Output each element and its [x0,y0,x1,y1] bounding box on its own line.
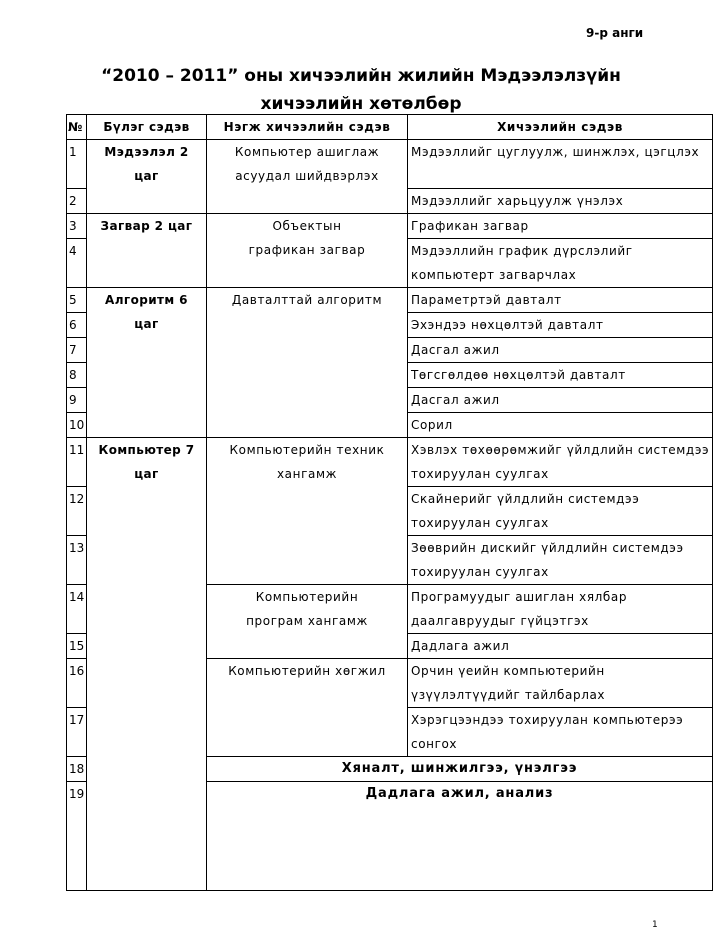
lesson-cell: Орчин үеийн компьютерийн үзүүлэлтүүдийг тайлбарлах [408,659,713,708]
lesson-cell: Хэвлэх төхөөрөмжийг үйлдлийн системдээ тохируулан суулгах [408,438,713,487]
row-number: 9 [67,388,87,413]
header-lesson: Хичээлийн сэдэв [408,115,713,140]
row-number: 1 [67,140,87,189]
row-number: 6 [67,313,87,338]
row-number: 16 [67,659,87,708]
row-number: 17 [67,708,87,757]
row-number: 15 [67,634,87,659]
section-cell: Загвар 2 цаг [87,214,207,288]
row-number: 13 [67,536,87,585]
summary-cell: Дадлага ажил, анализ [207,782,713,891]
lesson-cell: Зөөврийн дискийг үйлдлийн системдээ тохируулан суулгах [408,536,713,585]
table-row [67,438,713,487]
lesson-cell: Төгсгөлдөө нөхцөлтэй давталт [408,363,713,388]
row-number: 3 [67,214,87,239]
lesson-cell: Графикан загвар [408,214,713,239]
lesson-cell: Эхэндээ нөхцөлтэй давталт [408,313,713,338]
header-no: № [67,115,87,140]
row-number: 7 [67,338,87,363]
title-line-1: “2010 – 2011” оны хичээлийн жилийн Мэдээлэлзүйн [101,66,621,86]
topic-cell: Компьютерийн техник хангамж [207,438,408,585]
row-number: 4 [67,239,87,288]
lesson-cell: Дасгал ажил [408,338,713,363]
header-topic: Нэгж хичээлийн сэдэв [207,115,408,140]
row-number: 5 [67,288,87,313]
section-cell: Алгоритм 6 цаг [87,288,207,438]
table-row [67,288,713,313]
row-number: 11 [67,438,87,487]
grade-label: 9-р анги [586,26,644,40]
row-number: 18 [67,757,87,782]
topic-cell: Объектын графикан загвар [207,214,408,288]
table-row [67,140,713,189]
section-cell: Мэдээлэл 2 цаг [87,140,207,214]
topic-cell: Компьютерийн програм хангамж [207,585,408,659]
lesson-cell: Сорил [408,413,713,438]
lesson-cell: Мэдээллийг харьцуулж үнэлэх [408,189,713,214]
topic-cell: Компьютер ашиглаж асуудал шийдвэрлэх [207,140,408,214]
row-number: 14 [67,585,87,634]
topic-cell: Компьютерийн хөгжил [207,659,408,757]
lesson-cell: Мэдээллийн график дүрслэлийг компьютерт загварчлах [408,239,713,288]
lesson-cell: Скайнерийг үйлдлийн системдээ тохируулан суулгах [408,487,713,536]
row-number: 8 [67,363,87,388]
page-number: 1 [652,920,658,930]
title-line-2: хичээлийн хөтөлбөр [260,94,462,114]
row-number: 2 [67,189,87,214]
curriculum-table [66,114,713,891]
row-number: 12 [67,487,87,536]
summary-cell: Хяналт, шинжилгээ, үнэлгээ [207,757,713,782]
row-number: 19 [67,782,87,891]
lesson-cell: Програмуудыг ашиглан хялбар даалгавруудыг гүйцэтгэх [408,585,713,634]
row-number: 10 [67,413,87,438]
table-row [67,214,713,239]
section-cell: Компьютер 7 цаг [87,438,207,891]
lesson-cell: Дасгал ажил [408,388,713,413]
document-title [0,62,728,118]
lesson-cell: Хэрэгцээндээ тохируулан компьютерээ сонгох [408,708,713,757]
lesson-cell: Дадлага ажил [408,634,713,659]
table-header-row [67,115,713,140]
topic-cell: Давталттай алгоритм [207,288,408,438]
lesson-cell: Параметртэй давталт [408,288,713,313]
lesson-cell: Мэдээллийг цуглуулж, шинжлэх, цэгцлэх [408,140,713,189]
header-section: Бүлэг сэдэв [87,115,207,140]
